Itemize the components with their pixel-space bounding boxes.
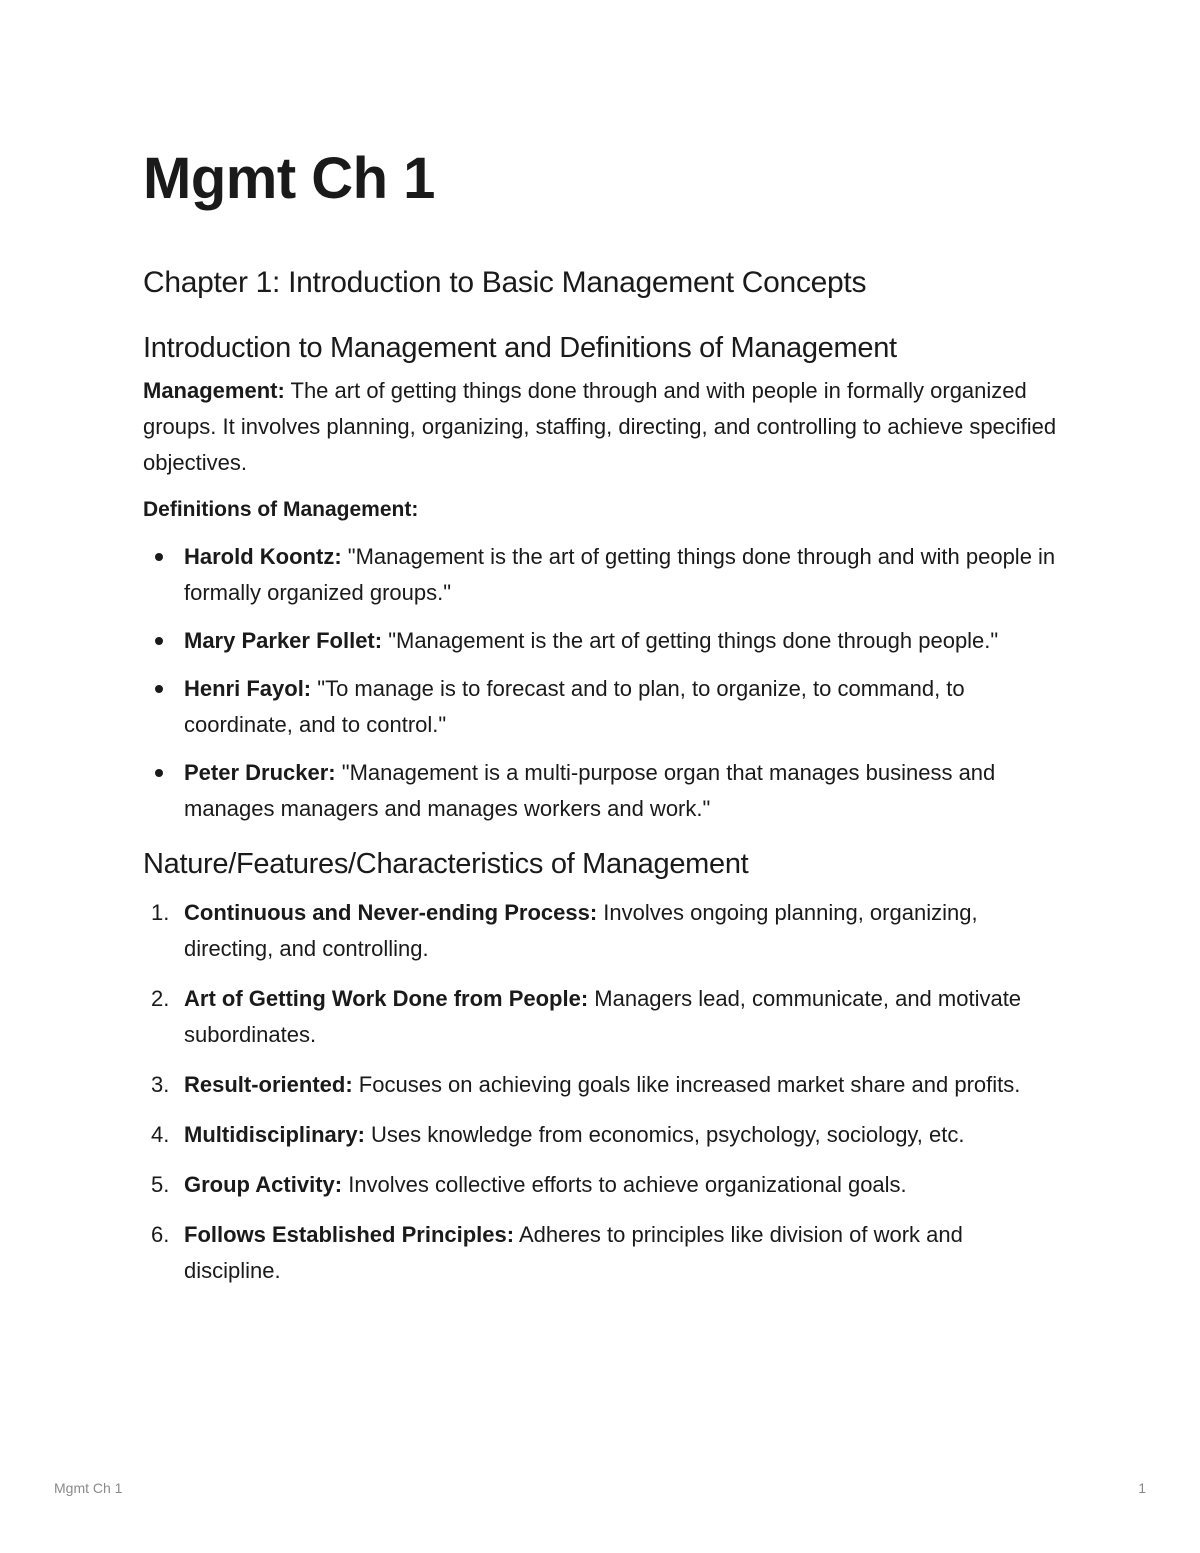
list-item [143,1217,1063,1289]
management-term: Management: [143,378,285,403]
item-term: Art of Getting Work Done from People: [184,986,589,1011]
item-number: 6. [151,1222,170,1247]
footer-doc-name: Mgmt Ch 1 [54,1480,123,1496]
item-number: 1. [151,900,170,925]
item-term: Result-oriented: [184,1072,353,1097]
document-content [143,140,1063,1303]
bullet-icon [155,637,163,645]
section-heading-nature: Nature/Features/Characteristics of Management [143,848,749,880]
item-text: Involves collective efforts to achieve organizational goals. [342,1172,907,1197]
list-item [143,755,1063,827]
item-text: Focuses on achieving goals like increased market share and profits. [352,1072,1021,1097]
bullet-icon [155,769,163,777]
footer-page-number: 1 [1138,1480,1146,1496]
item-number: 3. [151,1072,170,1097]
item-text: Managers lead, communicate, and motivate subordinates. [184,986,1022,1047]
definition-author: Henri Fayol: [184,676,312,701]
item-term: Group Activity: [184,1172,343,1197]
item-term: Follows Established Principles: [184,1222,515,1247]
section-heading-intro: Introduction to Management and Definitions of Management [143,332,897,364]
item-term: Continuous and Never-ending Process: [184,900,598,925]
list-item [143,1067,1063,1103]
chapter-heading: Chapter 1: Introduction to Basic Management Concepts [143,266,867,299]
definition-quote: "Management is the art of getting things done through people." [382,628,999,653]
bullet-icon [155,685,163,693]
definition-quote: "To manage is to forecast and to plan, to organize, to command, to coordinate, and to control." [184,676,965,737]
item-number: 2. [151,986,170,1011]
list-item [143,981,1063,1053]
bullet-icon [155,553,163,561]
definition-author: Mary Parker Follet: [184,628,383,653]
item-number: 4. [151,1122,170,1147]
definition-author: Peter Drucker: [184,760,336,785]
list-item [143,623,1063,659]
definition-quote: "Management is the art of getting things done through and with people in formally organized groups." [184,544,1056,605]
page-title: Mgmt Ch 1 [143,146,435,211]
characteristics-list [143,895,1063,1289]
definition-author: Harold Koontz: [184,544,342,569]
item-text: Adheres to principles like division of work and discipline. [184,1222,963,1283]
item-text: Uses knowledge from economics, psychology, sociology, etc. [364,1122,965,1147]
list-item [143,539,1063,611]
item-text: Involves ongoing planning, organizing, directing, and controlling. [184,900,978,961]
definition-quote: "Management is a multi-purpose organ that manages business and manages managers and manages workers and work." [184,760,996,821]
management-text: The art of getting things done through and with people in formally organized groups. It involves planning, organizing, staffing, directing, and controlling to achieve specified objectives. [143,378,1057,475]
list-item [143,895,1063,967]
definitions-list [143,539,1063,827]
management-definition-paragraph [143,373,1063,481]
item-term: Multidisciplinary: [184,1122,365,1147]
list-item [143,671,1063,743]
item-number: 5. [151,1172,170,1197]
list-item [143,1167,1063,1203]
list-item [143,1117,1063,1153]
definitions-label: Definitions of Management: [143,498,419,521]
